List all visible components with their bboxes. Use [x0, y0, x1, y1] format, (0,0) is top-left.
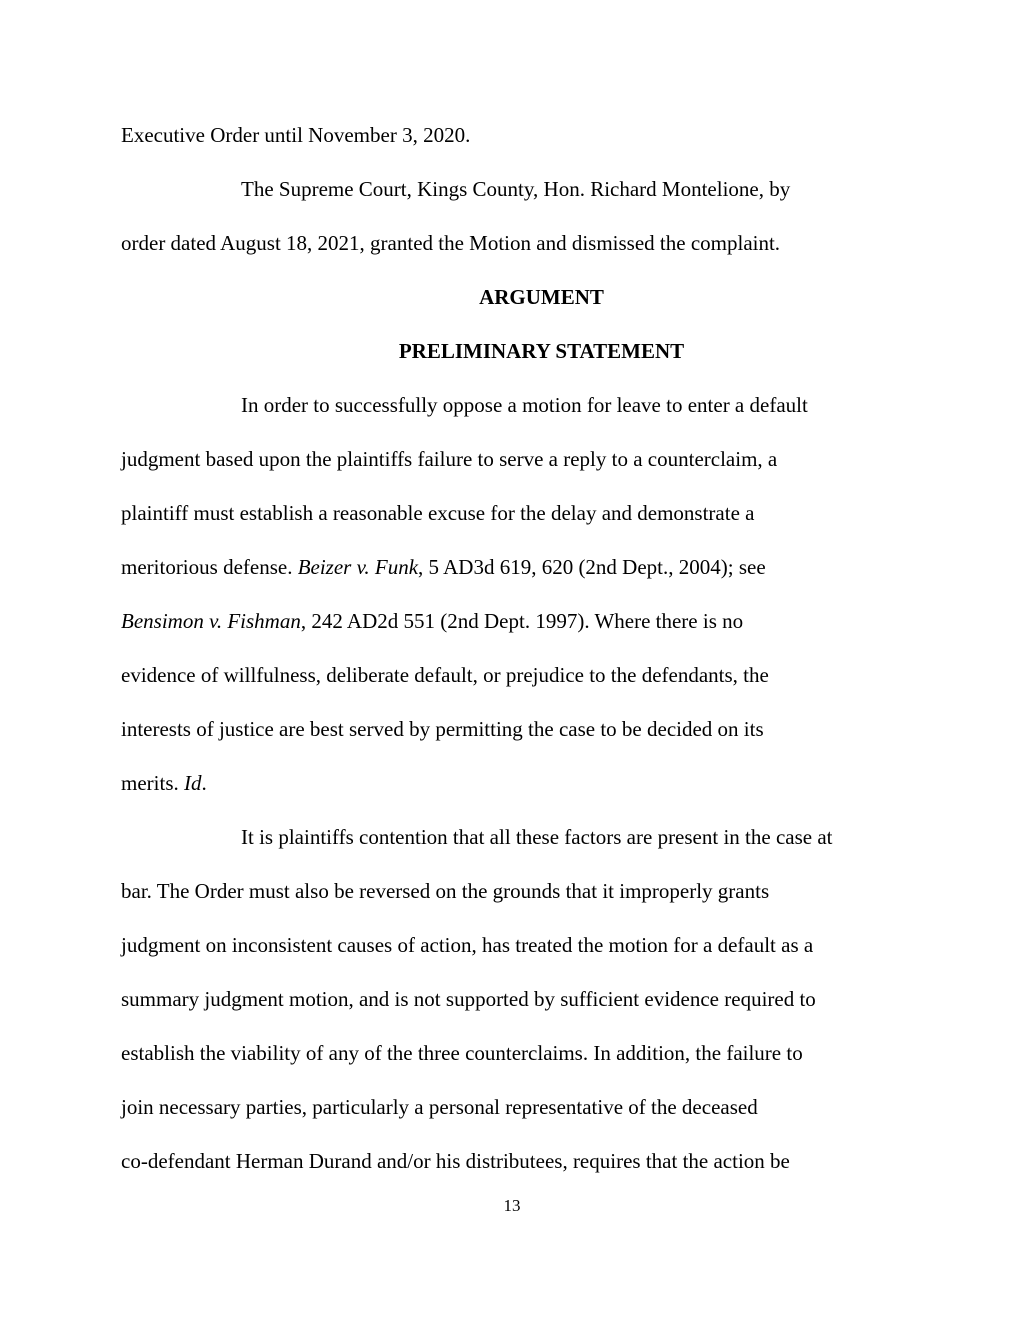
text-line: join necessary parties, particularly a personal representative of the deceased — [121, 1095, 758, 1119]
text-line: summary judgment motion, and is not supported by sufficient evidence required to — [121, 987, 816, 1011]
text-line — [121, 554, 766, 580]
text-line: co-defendant Herman Durand and/or his distributees, requires that the action be — [121, 1149, 790, 1173]
case-citation: Beizer v. Funk — [297, 555, 419, 579]
heading-argument: ARGUMENT — [479, 285, 604, 309]
page-number: 13 — [503, 1196, 521, 1215]
text-line — [121, 770, 207, 796]
text-line: judgment based upon the plaintiffs failure to serve a reply to a counterclaim, a — [121, 447, 778, 471]
text-line — [121, 608, 743, 634]
text-line: order dated August 18, 2021, granted the Motion and dismissed the complaint. — [121, 231, 781, 255]
text-line: judgment on inconsistent causes of action, has treated the motion for a default as a — [121, 933, 814, 957]
text-run: , 5 AD3d 619, 620 (2nd Dept., 2004); see — [418, 555, 766, 579]
text-line: bar. The Order must also be reversed on the grounds that it improperly grants — [121, 879, 770, 903]
text-line: In order to successfully oppose a motion for leave to enter a default — [241, 393, 808, 417]
text-line: establish the viability of any of the three counterclaims. In addition, the failure to — [121, 1041, 803, 1065]
text-run: , 242 AD2d 551 (2nd Dept. 1997). Where there is no — [300, 609, 744, 633]
text-line: interests of justice are best served by permitting the case to be decided on its — [121, 717, 764, 741]
text-run: merits. — [121, 771, 184, 795]
text-run: meritorious defense. — [121, 555, 298, 579]
text-line: Executive Order until November 3, 2020. — [121, 123, 471, 147]
text-line: The Supreme Court, Kings County, Hon. Richard Montelione, by — [241, 177, 791, 201]
text-line: plaintiff must establish a reasonable excuse for the delay and demonstrate a — [121, 501, 755, 525]
text-line: It is plaintiffs contention that all these factors are present in the case at — [241, 825, 833, 849]
text-run: . — [201, 771, 207, 795]
case-citation: Bensimon v. Fishman — [121, 609, 301, 633]
heading-preliminary-statement: PRELIMINARY STATEMENT — [398, 339, 685, 363]
text-line: evidence of willfulness, deliberate default, or prejudice to the defendants, the — [121, 663, 769, 687]
id-citation: Id — [184, 771, 202, 795]
